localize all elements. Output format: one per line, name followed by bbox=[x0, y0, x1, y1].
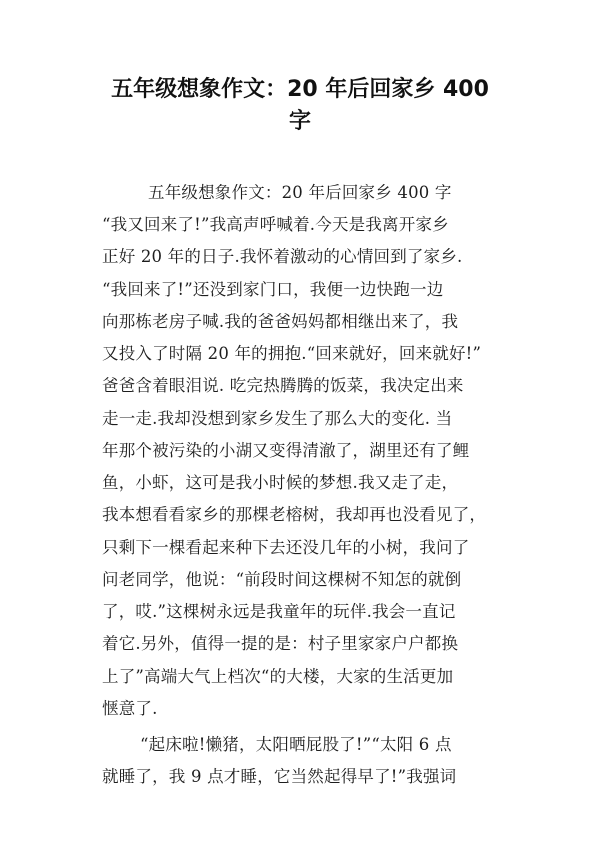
essay-line: 就睡了，我 9 点才睡，它当然起得早了!”我强词 bbox=[102, 767, 457, 786]
essay-line: 鱼，小虾，这可是我小时候的梦想.我又走了走， bbox=[102, 473, 459, 492]
essay-line: “起床啦!懒猪，太阳晒屁股了!”“太阳 6 点 bbox=[140, 735, 452, 754]
essay-line: 上了”高端大气上档次“的大楼，大家的生活更加 bbox=[102, 667, 454, 686]
essay-line: “我回来了!”还没到家门口，我便一边快跑一边 bbox=[102, 280, 444, 299]
essay-line: 问老同学，他说：“前段时间这棵树不知怎的就倒 bbox=[102, 570, 462, 589]
essay-line: 向那栋老房子喊.我的爸爸妈妈都相继出来了，我 bbox=[102, 312, 459, 331]
essay-line: 爸爸含着眼泪说. 吃完热腾腾的饭菜，我决定出来 bbox=[102, 376, 464, 395]
page-title bbox=[90, 74, 510, 138]
title-line: 字 bbox=[288, 109, 311, 134]
essay-line: 着它.另外，值得一提的是：村子里家家户户都换 bbox=[102, 634, 459, 653]
essay-line: 年那个被污染的小湖又变得清澈了，湖里还有了鲤 bbox=[102, 441, 470, 460]
essay-line: 惬意了. bbox=[102, 699, 158, 718]
essay-line: 五年级想象作文：20 年后回家乡 400 字 bbox=[148, 183, 452, 202]
essay-line: 我本想看看家乡的那棵老榕树，我却再也没看见了， bbox=[102, 505, 487, 524]
essay-line: 正好 20 年的日子.我怀着激动的心情回到了家乡. bbox=[102, 247, 463, 266]
essay-line: “我又回来了!”我高声呼喊着.今天是我离开家乡 bbox=[102, 215, 449, 234]
essay-line: 走一走.我却没想到家乡发生了那么大的变化. 当 bbox=[102, 409, 453, 428]
essay-line: 只剩下一棵看起来种下去还没几年的小树，我问了 bbox=[102, 538, 470, 557]
essay-line: 了，哎.”这棵树永远是我童年的玩伴.我会一直记 bbox=[102, 602, 456, 621]
essay-line: 又投入了时隔 20 年的拥抱.“回来就好，回来就好!” bbox=[102, 344, 482, 363]
title-line: 五年级想象作文：20 年后回家乡 400 bbox=[111, 77, 489, 102]
